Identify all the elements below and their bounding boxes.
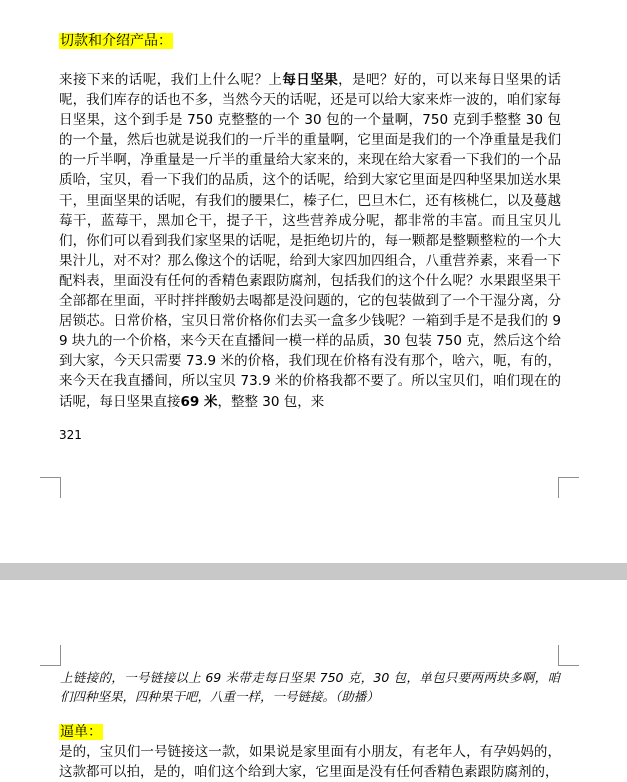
- crop-mark-top-left: [40, 645, 61, 666]
- crop-mark-bottom-right: [558, 477, 579, 498]
- text-run: ，整整 30 包，来: [217, 393, 325, 410]
- page-number: 321: [59, 428, 82, 442]
- document-page-2: [0, 580, 627, 779]
- bold-text-run: 69 米: [180, 393, 218, 410]
- highlighted-heading-2: 逼单：: [60, 724, 102, 740]
- highlighted-heading: 切款和介绍产品：: [60, 33, 172, 49]
- page-separator: [0, 563, 627, 580]
- section-heading-2: [59, 723, 103, 741]
- body-paragraph: [59, 70, 561, 412]
- crop-mark-bottom-left: [40, 477, 61, 498]
- section-heading: [59, 32, 173, 50]
- text-run: 来接下来的话呢，我们上什么呢？上: [59, 72, 283, 88]
- body-paragraph-2: 是的，宝贝们一号链接这一款，如果说是家里面有小朋友，有老年人，有孕妈妈的，这款都可以拍，是的，咱们这个给到大家，它里面是没有任何香精色素跟防腐剂的，: [59, 744, 561, 781]
- text-run: ，是吧？好的，可以来每日坚果的话呢，我们库存的话也不多，当然今天的话呢，还是可以给大家来炸一波的，咱们家每日坚果，这个到手是 750 克整整的一个 30 包的一个量啊，750 克到手整整 30 包的一个量，然后也就是说我们的一斤半的重量啊，它里面是我们的一个净重量是我们的一斤半啊，净重量是一斤半的重量给大家来的，来现在给大家看一下我们的一个品质哈，宝贝，看一下我们的品质，这个的话呢，给到大家它里面是四种坚果加送水果干，里面坚果的话呢，有我们的腰果仁，榛子仁，巴旦木仁，还有核桃仁，以及蔓越莓干，蓝莓干，黑加仑干，提子干，这些营养成分呢，都非常的丰富。而且宝贝儿们，你们可以看到我们家坚果的话呢，是拒绝切片的，每一颗都是整颗整粒的一个大果汁儿，对不对？那么像这个的话呢，给到大家四加四组合，八重营养素，来看一下配料表，里面没有任何的香精色素跟防腐剂，包括我们的这个什么呢？水果跟坚果干全部都在里面，平时拌拌酸奶去喝都是没问题的，它的包装做到了一个干湿分离，分居锁芯。日常价格，宝贝日常价格你们去买一盒多少钱呢？一箱到手是不是我们的 99 块九的一个价格，来今天在直播间一模一样的品质，30 包装 750 克，然后这个给到大家，今天只需要 73.9 米的价格，我们现在价格有没有那个，啥六，呃，有的，来今天在我直播间，所以宝贝 73.9 米的价格我都不要了。所以宝贝们，咱们现在的话呢，每日坚果直接: [59, 72, 562, 410]
- crop-mark-top-right: [558, 645, 579, 666]
- bold-text-run: 每日坚果: [282, 72, 339, 88]
- italic-paragraph: 上链接的，一号链接以上 69 米带走每日坚果 750 克，30 包，单包只要两两块多啊，咱们四种坚果，四种果干吧，八重一样，一号链接。（助播）: [60, 670, 560, 704]
